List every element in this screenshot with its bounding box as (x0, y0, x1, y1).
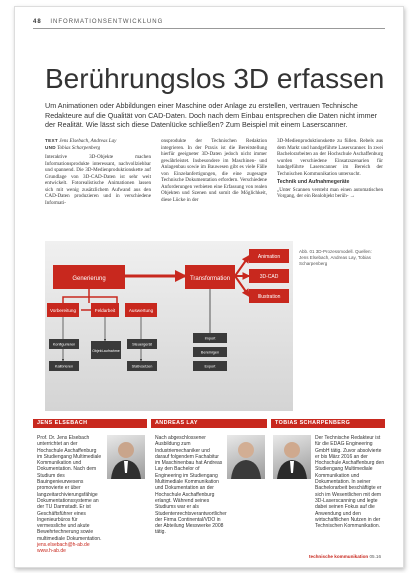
bio-website[interactable]: www.h-ab.de (37, 548, 66, 555)
node-3d-cad-label: 3D-CAD (259, 274, 279, 280)
node-animation-label: Animation (257, 254, 281, 260)
bio-name-bar: JENS ELSEBACH (33, 419, 147, 428)
author-photo (273, 435, 311, 479)
node-vorbereitung-label: Vorbereitung (49, 308, 77, 313)
node-objektaufnahme-label: Objekt-aufnahme (92, 349, 120, 353)
node-illustration-label: Illustration (257, 294, 281, 300)
person-icon (227, 435, 265, 479)
page-footer (309, 554, 381, 559)
person-icon (273, 435, 311, 479)
text-column-1 (45, 138, 151, 206)
node-export-label: Export (204, 364, 216, 369)
node-feldarbeit-label: Feldarbeit (94, 308, 116, 313)
text-column-2 (161, 138, 267, 203)
bio-name-bar: ANDREAS LAY (151, 419, 267, 428)
author-photo (107, 435, 145, 479)
person-icon (107, 435, 145, 479)
process-diagram (45, 241, 293, 411)
header-rule (33, 28, 385, 29)
issue-number: 05.16 (369, 554, 381, 559)
page-number: 48 (33, 19, 42, 25)
node-steuergeraet-label: Steuergerät (132, 342, 152, 347)
magazine-brand: technische kommunikation (308, 554, 369, 559)
node-generierung-label: Generierung (72, 276, 106, 282)
author-credit (45, 138, 151, 151)
node-transformation-label: Transformation (189, 276, 231, 282)
credit-label-2: UND (45, 144, 56, 150)
text-column-3 (277, 138, 383, 200)
bio-text: Nach abgeschlossener Ausbildung zum Industriemechaniker und darauf folgendem Fachabitur im Maschinenbau hat Andreas Lay den Bachelor of Engineering im Studiengang Multimediale Kommunikation und Dokumentation an der Hochschule Aschaffenburg erlangt. Während seines Studiums war er als Studentenrechtsverantwortlicher der Firma Continental/VDO in der Abteilung Messwerke 2008 tätig. (155, 435, 227, 536)
figure-caption: Abb. 01 3D-Prozessmodell. Quellen: Jens Elsebach, Andreas Lay, Tobias Scharpenberg (299, 249, 372, 266)
node-konfigurieren-label: Konfigurieren (52, 342, 76, 347)
node-import-label: Import (204, 336, 216, 341)
credit-label: TEXT (45, 138, 58, 143)
body-text: „Unter Scannen versteht man einen automatischen Vorgang, der ein Realobjekt berüh- → (277, 186, 383, 199)
magazine-page (14, 6, 404, 568)
node-bereinigen-label: Bereinigen (200, 350, 220, 355)
bio-text: Prof. Dr. Jens Elsebach unterrichtet an der Hochschule Aschaffenburg im Studiengang Multimediale Kommunikation und Dokumentation. Nach dem Studium des Bauingenieurwesens promovierte er über langzeitarchivierungsfähige Dokumentationssysteme an der TU Darmstadt. Er ist Geschäftsführer eines Ingenieurbüros für vermessliche und akute Bewehrtechnerung sowie multimediale Dokumentation. (37, 435, 102, 542)
section-subhead: Technik und Aufnahmegeräte (277, 179, 350, 185)
bio-email[interactable]: jens.elsebach@h-ab.de (37, 542, 90, 549)
node-stativsetzen-label: Stativsetzen (131, 364, 153, 369)
section-name: INFORMATIONSENTWICKLUNG (50, 19, 164, 25)
article-headline: Berührungslos 3D erfassen (45, 63, 385, 94)
bio-tobias-scharpenberg (315, 435, 385, 529)
node-auswertung-label: Auswertung (128, 308, 154, 313)
bio-name-bar: TOBIAS SCHARPENBERG (271, 419, 385, 428)
bio-andreas-lay (155, 435, 225, 536)
credit-authors: Jens Elsebach, Andreas Lay (59, 138, 117, 144)
article-lead: Um Animationen oder Abbildungen einer Maschine oder Anlage zu erstellen, vertrauen Technische Redakteure auf die Qualität von CAD-Daten. Doch nach dem Einbau entsprechen die Daten nicht immer der Realität. Wie lässt sich diese Datenlücke schließen? Zum Beispiel mit einem Laserscanner. (45, 101, 378, 130)
bio-jens-elsebach (37, 435, 103, 555)
author-photo (227, 435, 265, 479)
body-text: 3D-Medienproduktionskette zu füllen. Rebels aus dem Markt und handgeführte Laserscanner. In zwei Bachelorarbeiten an der Hochschule Aschaffenburg wurden verschiedene Einsatzszenarien für handgeführte Laserscanner im Bereich der Technischen Kommunikation untersucht. (277, 138, 383, 177)
body-text: Interaktive 3D-Objekte machen Informationsprodukte interessant, nachvollziehbar und spannend. Die 3D-Medienproduktionskette auf Grundlage von 3D-CAD-Daten ist sehr weit entwickelt. Fotorealistische Animationen lassen sich mit wenig zusätzlichem Aufwand aus den CAD-Daten produzieren und in verschiedene Informati- (45, 154, 151, 206)
body-text: onsprodukte der Technischen Redaktion integrieren. In der Praxis ist die Bereitstellung hierfür geeigneter 3D-Daten jedoch nicht immer gewährleistet. Insbesondere im Maschinen- und Anlagenbau sowie im Bauwesen gibt es viele Fälle von Einzelanfertigungen, die eine zugesagte Technische Dokumentation erfordern. Verschiedene Anforderungen verbieten eine Erfassung von realen Objekten und Szenen und somit die Möglichkeit, diese Lücke in der (161, 138, 267, 203)
credit-authors-2: Tobias Scharpenberg (57, 144, 101, 151)
running-header (33, 19, 163, 25)
bio-text: Der Technische Redakteur ist für die EDAG Engineering GmbH tätig. Zuvor absolvierte er bis März 2016 an der Hochschule Aschaffenburg den Studiengang Multimediale Kommunikation und Dokumentation. In seiner Bachelorarbeit beschäftigte er sich im Wesentlichen mit dem 3D-Laserscanning und legte dabei seinen Fokus auf die Anwendung und den wirtschaftlichen Nutzen in der Technischen Kommunikation. (315, 435, 385, 530)
node-kalibrieren-label: Kalibrieren (54, 364, 74, 369)
